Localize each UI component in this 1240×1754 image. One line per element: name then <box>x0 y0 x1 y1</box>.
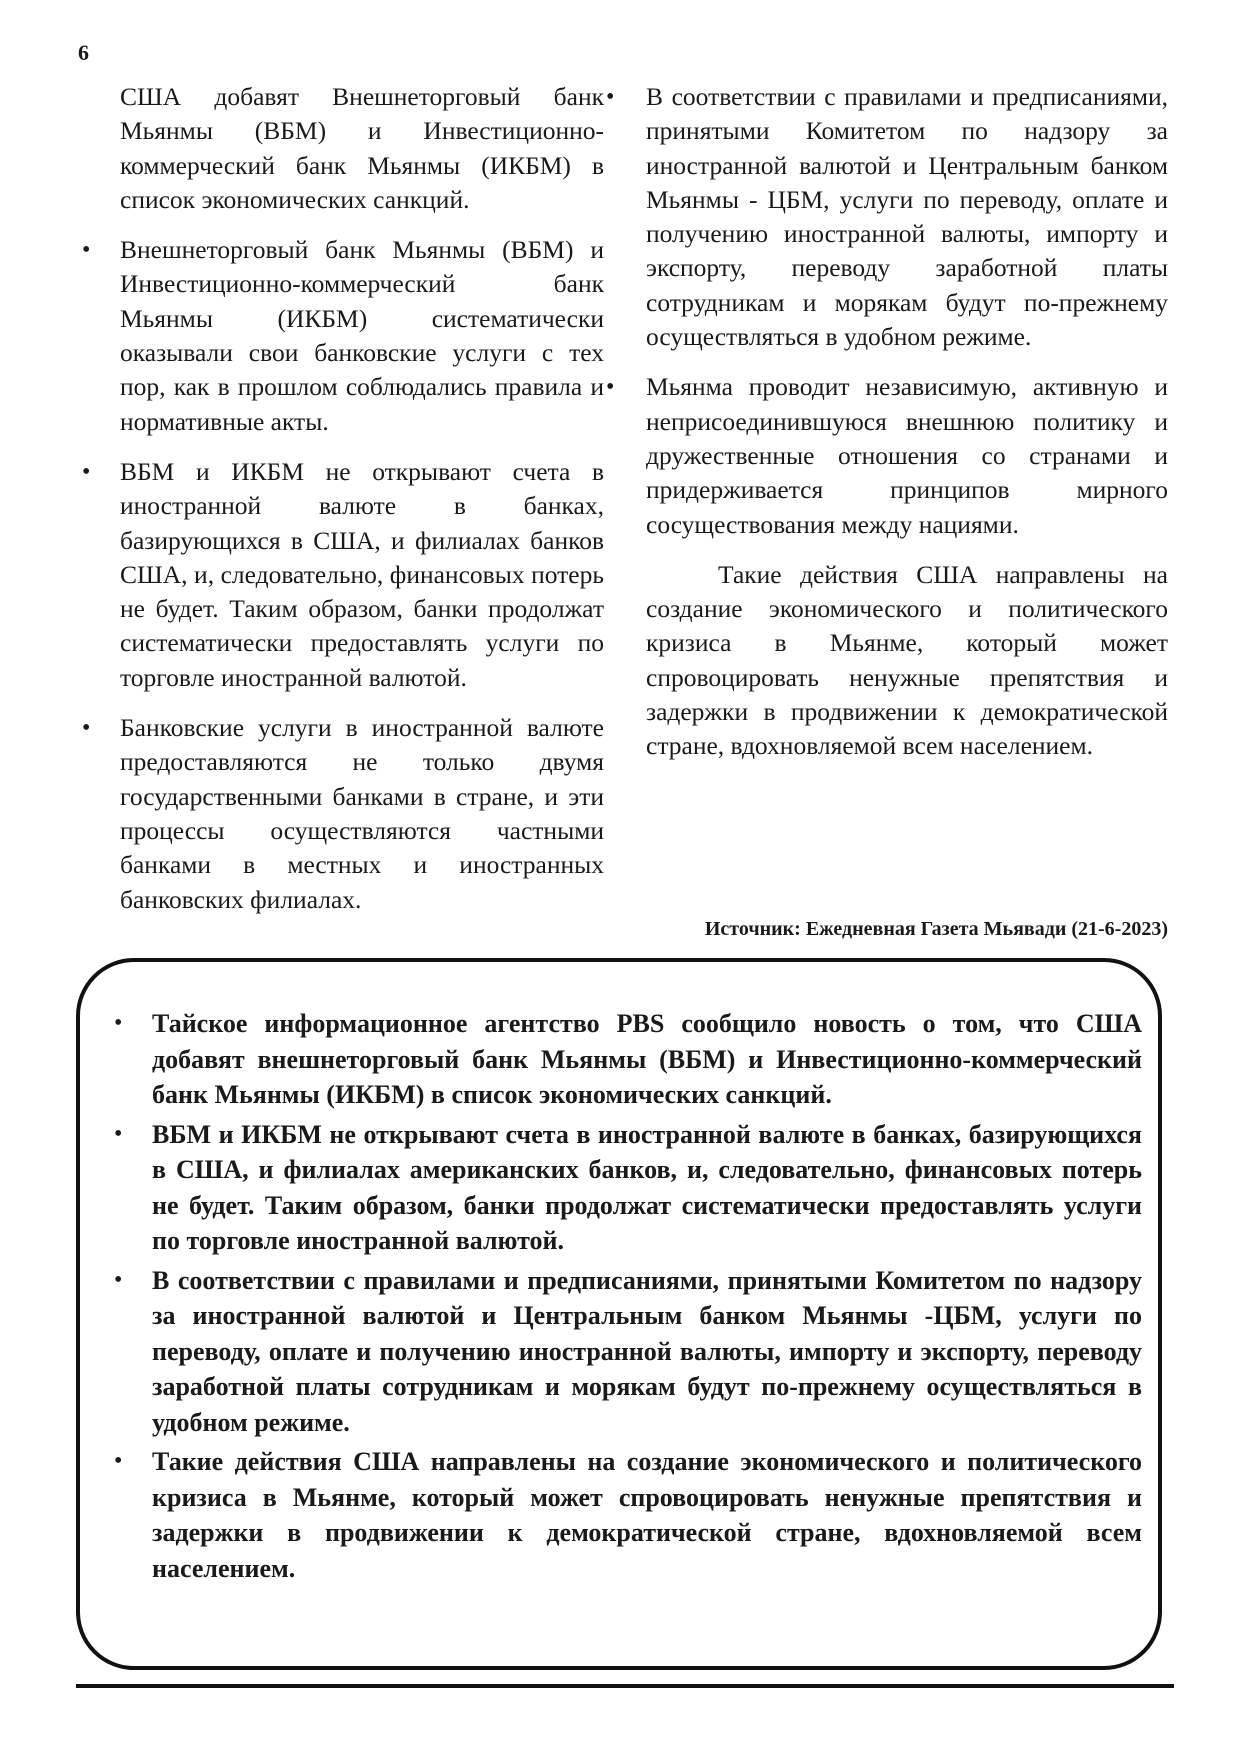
summary-box <box>76 958 1162 1670</box>
summary-item: • Такие действия США направлены на создание экономического и политического кризиса в Мьянме, который может спровоцировать ненужные препятствия и задержки в продвижении к демократической стране, вдохновляемой всем населением. <box>152 1444 1142 1586</box>
list-item: • ВБМ и ИКБМ не открывают счета в иностранной валюте в банках, базирующихся в США, и филиалах банков США, и, следовательно, финансовых потерь не будет. Таким образом, банки продолжат систематически предоставлять услуги по торговле иностранной валютой. <box>120 455 604 695</box>
summary-item: • ВБМ и ИКБМ не открывают счета в иностранной валюте в банках, базирующихся в США, и филиалах американских банков, и, следовательно, финансовых потерь не будет. Таким образом, банки продолжат систематически предоставлять услуги по торговле иностранной валютой. <box>152 1117 1142 1259</box>
summary-item: • В соответствии с правилами и предписаниями, принятыми Комитетом по надзору за иностранной валютой и Центральным банком Мьянмы -ЦБМ, услуги по переводу, оплате и получению иностранной валюты, импорту и экспорту, переводу заработной платы сотрудникам и морякам будут по-прежнему осуществляться в удобном режиме. <box>152 1263 1142 1441</box>
left-bullet-list <box>120 233 604 917</box>
continuation-paragraph: США добавят Внешнеторговый банк Мьянмы (ВБМ) и Инвестиционно-коммерческий банк Мьянмы (ИКБМ) в список экономических санкций. <box>120 82 604 214</box>
list-item: • Банковские услуги в иностранной валюте предоставляются не только двумя государственными банками в стране, и эти процессы осуществляются частными банками в местных и иностранных банковских филиалах. <box>120 711 604 917</box>
right-bullet-list <box>646 80 1168 542</box>
bottom-rule <box>76 1684 1174 1688</box>
list-item: • Внешнеторговый банк Мьянмы (ВБМ) и Инвестиционно-коммерческий банк Мьянмы (ИКБМ) систематически оказывали свои банковские услуги с тех пор, как в прошлом соблюдались правила и нормативные акты. <box>120 233 604 439</box>
list-item: • В соответствии с правилами и предписаниями, принятыми Комитетом по надзору за иностранной валютой и Центральным банком Мьянмы - ЦБМ, услуги по переводу, оплате и получению иностранной валюты, импорту и экспорту, переводу заработной платы сотрудникам и морякам будут по-прежнему осуществляться в удобном режиме. <box>646 80 1168 354</box>
left-column <box>120 80 604 917</box>
summary-bullet-list <box>152 1006 1142 1590</box>
closing-paragraph: Такие действия США направлены на создание экономического и политического кризиса в Мьянме, который может спровоцировать ненужные препятствия и задержки в продвижении к демократической стране, вдохновляемой всем населением. <box>646 559 1168 761</box>
list-item: • Мьянма проводит независимую, активную и неприсоединившуюся внешнюю политику и дружественные отношения со странами и придерживается принципов мирного сосуществования между нациями. <box>646 370 1168 541</box>
right-column <box>646 80 1168 764</box>
source-citation: Источник: Ежедневная Газета Мьявади (21-6-2023) <box>704 918 1168 940</box>
page-number: 6 <box>78 40 89 65</box>
summary-item: • Тайское информационное агентство PBS сообщило новость о том, что США добавят внешнеторговый банк Мьянмы (ВБМ) и Инвестиционно-коммерческий банк Мьянмы (ИКБМ) в список экономических санкций. <box>152 1006 1142 1113</box>
